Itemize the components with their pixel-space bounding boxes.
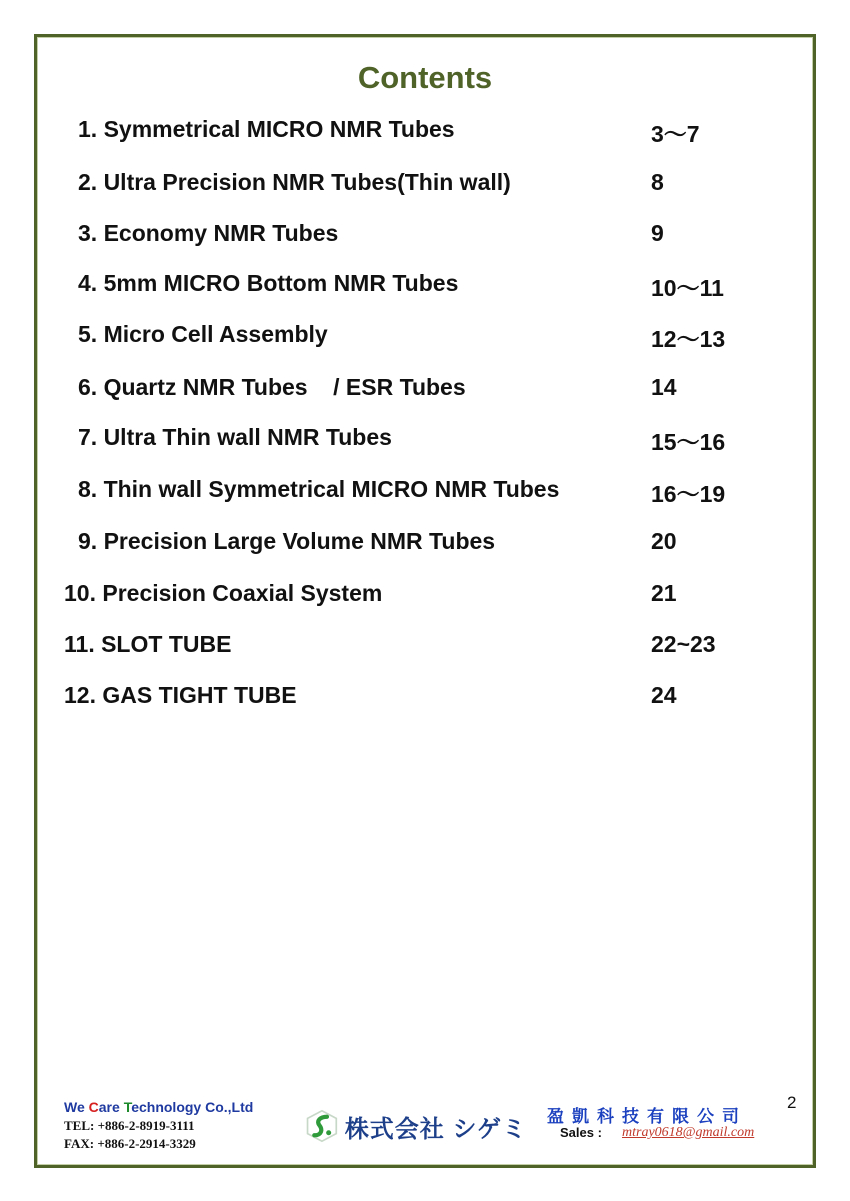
page-number: 2 <box>787 1093 797 1112</box>
company-name-part: echnology Co.,Ltd <box>131 1099 254 1115</box>
toc-entry-pages: 10～11 <box>651 275 724 301</box>
fax: FAX: +886-2-2914-3329 <box>64 1136 196 1151</box>
toc-entry-title: 12. GAS TIGHT TUBE <box>64 682 297 708</box>
toc-entry-pages: 21 <box>651 580 677 606</box>
toc-entry-title: 7. Ultra Thin wall NMR Tubes <box>78 424 392 450</box>
toc-entry-title: 9. Precision Large Volume NMR Tubes <box>78 528 496 554</box>
toc-entry[interactable] <box>0 220 850 250</box>
company-name-c: C <box>88 1099 99 1115</box>
company-name-part: We <box>64 1099 89 1115</box>
page-title: Contents <box>357 60 493 95</box>
toc-entry[interactable] <box>0 116 850 146</box>
toc-entry-pages: 8 <box>651 169 664 195</box>
company-name-t: T <box>123 1099 132 1115</box>
toc-entry[interactable] <box>0 169 850 199</box>
telephone: TEL: +886-2-8919-3111 <box>64 1118 195 1133</box>
sales-label: Sales : <box>560 1125 602 1140</box>
toc-entry[interactable] <box>0 476 850 506</box>
toc-entry-title: 1. Symmetrical MICRO NMR Tubes <box>78 116 455 142</box>
toc-entry-title: 5. Micro Cell Assembly <box>78 321 328 347</box>
chinese-company-name: 盈凱科技有限公司 <box>547 1107 747 1127</box>
company-name <box>64 1099 253 1115</box>
toc-entry[interactable] <box>0 270 850 300</box>
toc-entry-pages: 24 <box>651 682 677 708</box>
company-name-part: are <box>98 1099 124 1115</box>
shigemi-logo <box>305 1103 527 1149</box>
toc-entry-title: 2. Ultra Precision NMR Tubes(Thin wall) <box>78 169 511 195</box>
logo-text: 株式会社 シゲミ <box>344 1115 527 1143</box>
toc-entry-pages: 3～7 <box>651 121 700 147</box>
toc-entry-pages: 15～16 <box>651 429 726 455</box>
toc-entry-pages: 14 <box>651 374 677 400</box>
toc-entry-pages: 16～19 <box>651 481 726 507</box>
toc-entry[interactable] <box>0 321 850 351</box>
toc-entry-title: 4. 5mm MICRO Bottom NMR Tubes <box>78 270 459 296</box>
toc-entry-pages: 22~23 <box>651 631 716 657</box>
shigemi-logo-icon <box>305 1107 339 1145</box>
toc-entry-title: 11. SLOT TUBE <box>64 631 232 657</box>
toc-entry[interactable] <box>0 682 850 712</box>
toc-entry-pages: 9 <box>651 220 664 246</box>
toc-entry-title: 10. Precision Coaxial System <box>64 580 383 606</box>
toc-entry[interactable] <box>0 631 850 661</box>
toc-entry-title: 3. Economy NMR Tubes <box>78 220 339 246</box>
toc-entry[interactable] <box>0 580 850 610</box>
toc-entry-title: 6. Quartz NMR Tubes / ESR Tubes <box>78 374 466 400</box>
sales-email-link[interactable]: mtray0618@gmail.com <box>622 1125 755 1140</box>
toc-entry[interactable] <box>0 528 850 558</box>
toc-entry[interactable] <box>0 424 850 454</box>
toc-entry[interactable] <box>0 374 850 404</box>
toc-entry-pages: 20 <box>651 528 677 554</box>
toc-entry-title: 8. Thin wall Symmetrical MICRO NMR Tubes <box>78 476 560 502</box>
toc-entry-pages: 12～13 <box>651 326 726 352</box>
